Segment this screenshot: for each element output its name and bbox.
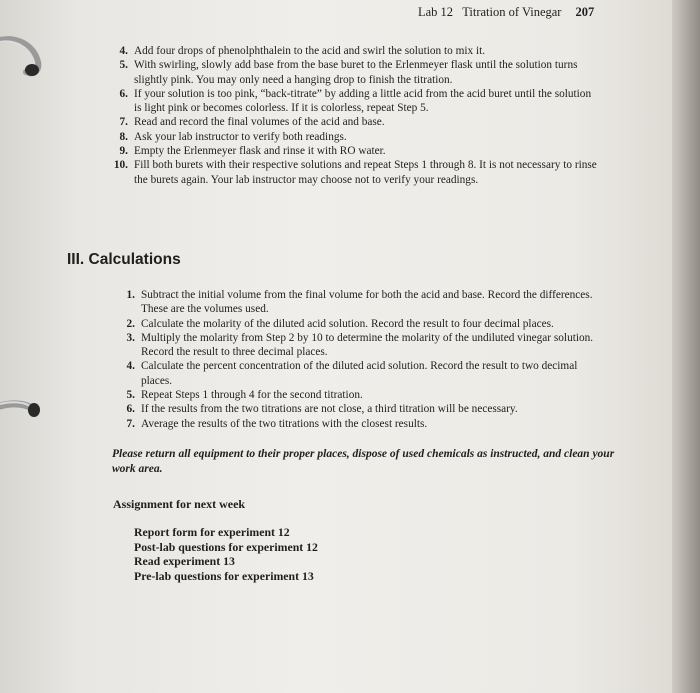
step-text: Multiply the molarity from Step 2 by 10 to determine the molarity of the undiluted vinegar solution. Record the result to three decimal places. — [141, 331, 594, 359]
cleanup-notice: Please return all equipment to their proper places, dispose of used chemicals as instructed, and clean your work area. — [112, 448, 615, 475]
step-text: If the results from the two titrations are not close, a third titration will be necessary. — [141, 403, 518, 416]
list-item — [115, 359, 595, 388]
step-text: Ask your lab instructor to verify both readings. — [134, 130, 347, 143]
step-number: 10. — [113, 159, 128, 172]
step-text: Empty the Erlenmeyer flask and rinse it with RO water. — [134, 145, 386, 158]
header-title: Lab 12 Titration of Vinegar — [418, 5, 562, 19]
list-item — [115, 331, 595, 360]
list-item — [108, 144, 598, 158]
step-number: 6. — [119, 87, 128, 100]
calculations-heading: III. Calculations — [67, 251, 181, 268]
list-item — [108, 158, 598, 187]
binder-ring-bottom-icon — [0, 394, 46, 428]
step-number: 4. — [119, 45, 128, 57]
assignment-heading: Assignment for next week — [113, 497, 246, 511]
list-item — [108, 87, 598, 116]
step-text: Repeat Steps 1 through 4 for the second titration. — [141, 389, 363, 402]
step-number: 3. — [126, 331, 135, 344]
step-text: Average the results of the two titrations with the closest results. — [141, 417, 428, 430]
procedure-steps-list — [108, 44, 598, 187]
step-text: With swirling, slowly add base from the base buret to the Erlenmeyer flask until the solution turns slightly pink. You may only need a hanging drop to finish the titration. — [134, 59, 578, 86]
list-item: Pre-lab questions for experiment 13 — [134, 568, 314, 583]
calculation-steps-list — [115, 288, 595, 431]
step-number: 5. — [119, 59, 128, 72]
step-text: Calculate the percent concentration of the diluted acid solution. Record the result to two decimal places. — [141, 360, 578, 387]
list-item — [108, 44, 598, 58]
step-number: 7. — [126, 417, 135, 430]
list-item — [115, 288, 595, 317]
running-header — [418, 5, 594, 20]
page-number: 207 — [575, 5, 595, 19]
list-item: Report form for experiment 12 — [134, 525, 290, 539]
list-item — [108, 58, 598, 87]
step-number: 6. — [126, 403, 135, 416]
step-number: 1. — [126, 289, 135, 301]
step-text: Subtract the initial volume from the final volume for both the acid and base. Record the differences. These are the volumes used. — [141, 289, 593, 316]
list-item — [115, 388, 595, 402]
step-number: 9. — [119, 145, 128, 158]
step-text: Fill both burets with their respective solutions and repeat Steps 1 through 8. It is not necessary to rinse the burets again. Your lab instructor may choose not to verify your readings. — [134, 159, 597, 186]
list-item: Post-lab questions for experiment 12 — [134, 539, 318, 554]
list-item — [115, 417, 595, 431]
step-text: Calculate the molarity of the diluted acid solution. Record the result to four decimal places. — [141, 317, 554, 330]
background-edge — [672, 0, 700, 693]
step-number: 8. — [119, 130, 128, 143]
step-number: 7. — [119, 116, 128, 129]
list-item — [108, 115, 598, 129]
step-number: 2. — [126, 317, 135, 330]
assignment-list — [134, 525, 318, 583]
step-text: Add four drops of phenolphthalein to the acid and swirl the solution to mix it. — [134, 45, 486, 57]
step-number: 5. — [126, 389, 135, 402]
step-text: If your solution is too pink, “back-titrate” by adding a little acid from the acid buret until the solution is light pink or becomes colorless. If it is colorless, repeat Step 5. — [134, 87, 592, 115]
list-item — [108, 130, 598, 144]
binder-ring-top-icon — [0, 34, 46, 82]
step-text: Read and record the final volumes of the acid and base. — [134, 116, 385, 129]
list-item: Read experiment 13 — [134, 554, 235, 568]
list-item — [115, 317, 595, 331]
list-item — [115, 402, 595, 416]
step-number: 4. — [126, 360, 135, 373]
